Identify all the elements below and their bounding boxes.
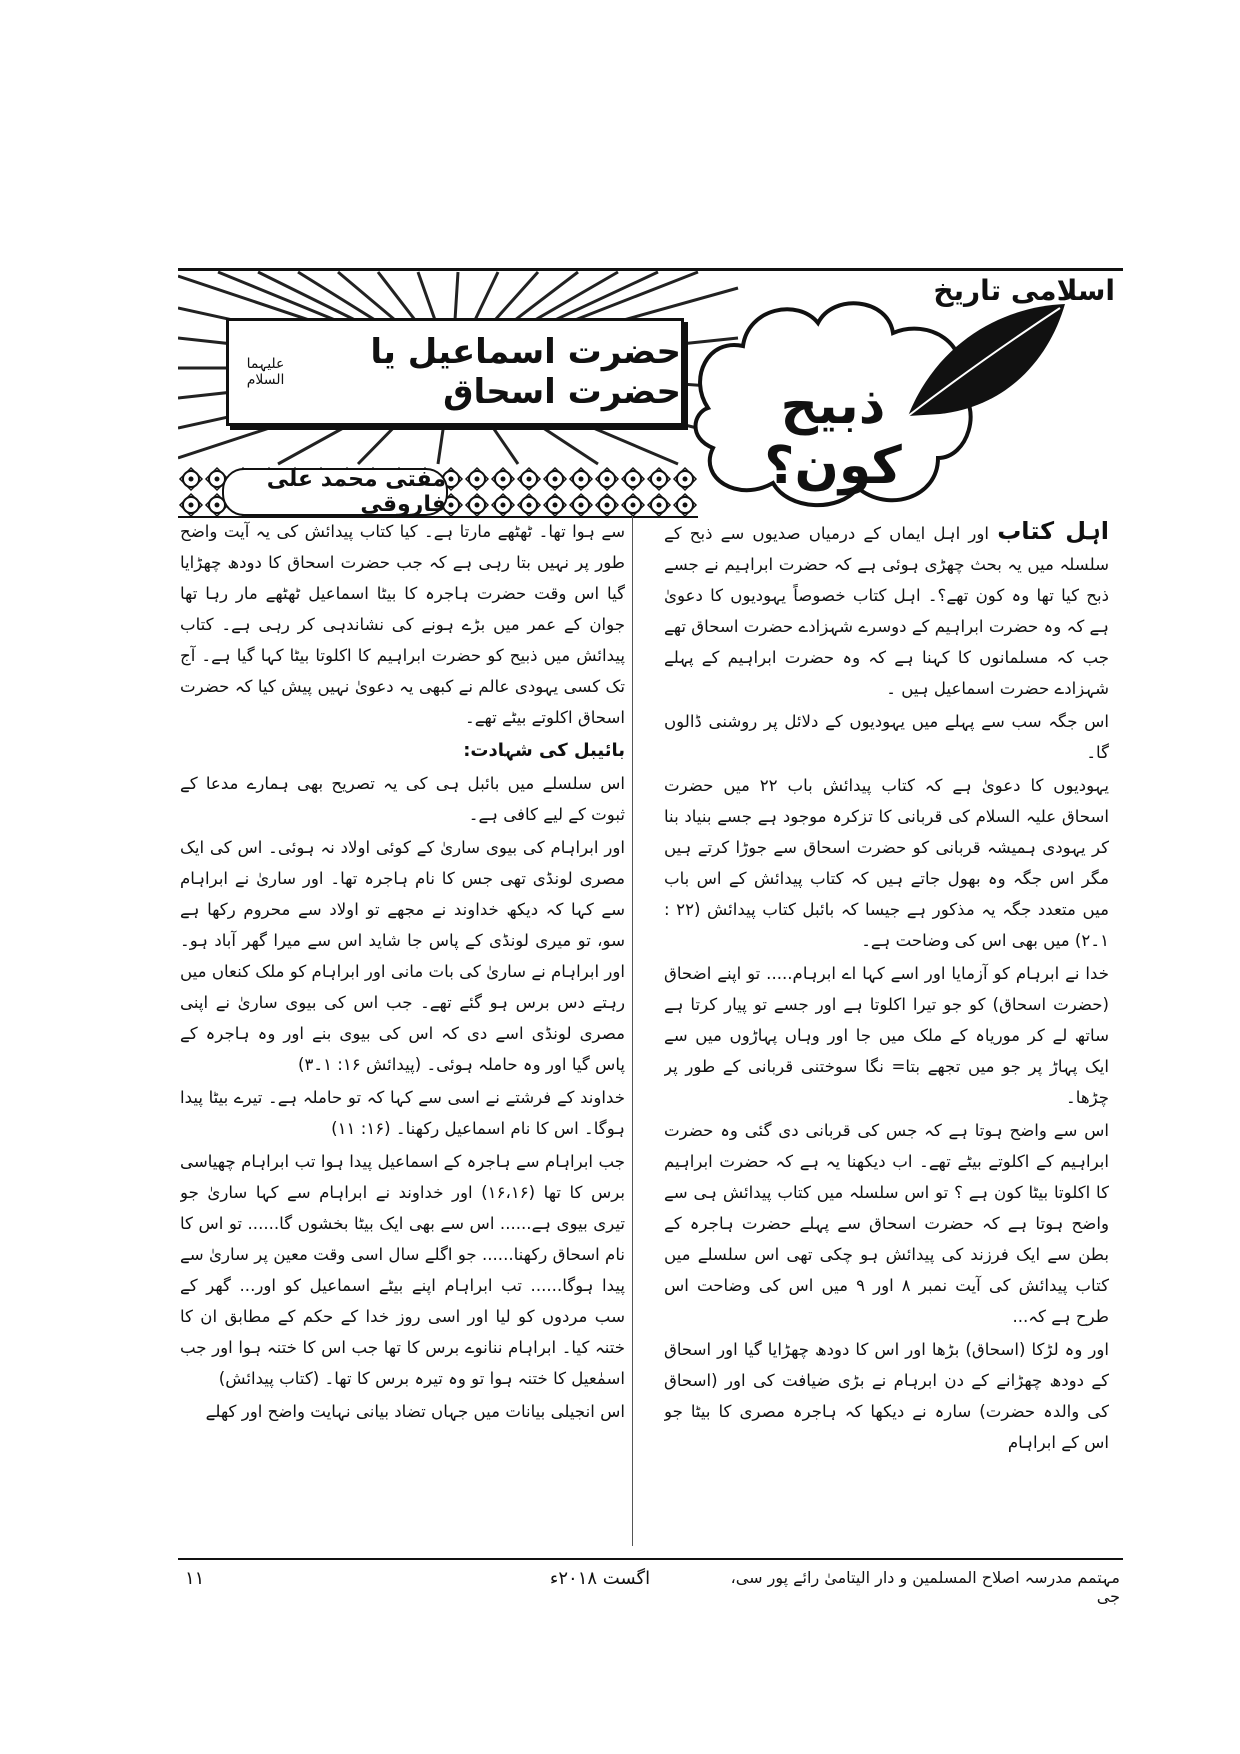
footer-issue-date: اگست ۲۰۱۸ء [549, 1568, 651, 1589]
paragraph: اور ابراہام کی بیوی ساریٰ کے کوئی اولاد نہ ہوئی۔ اس کی ایک مصری لونڈی تھی جس کا نام ہاجرہ تھا۔ اور ساریٰ نے ابراہام سے کہا کہ دیکھ خداوند نے مجھے تو اولاد سے محروم رکھا ہے سو، تو میری لونڈی کے پاس جا شاید اس سے میرا گھر آباد ہو۔ اور ابراہام نے ساریٰ کی بات مانی اور ابراہام کو ملک کنعاں میں رہتے دس برس ہو گئے تھے۔ جب اس کی بیوی ساریٰ نے اپنی مصری لونڈی اسے دی کہ اس کی بیوی بنے اور وہ ہاجرہ کے پاس گیا اور وہ حاملہ ہوئی۔ (پیدائش ۱۶: ۱۔۳) [180, 838, 625, 1074]
footer-rule [178, 1558, 1123, 1560]
article-header [178, 268, 1123, 518]
paragraph: جب ابراہام سے ہاجرہ کے اسماعیل پیدا ہوا تب ابراہام چھیاسی برس کا تھا (۱۶،۱۶) اور خداوند نے ابراہام سے کہا ساریٰ جو تیری بیوی ہے...... اس سے بھی ایک بیٹا بخشوں گا...... تو اس کا نام اسحاق رکھنا...... جو اگلے سال اسی وقت معین پر ساریٰ سے پیدا ہوگا...... تب ابراہام اپنے بیٹے اسماعیل کو اور... گھر کے سب مردوں کو لیا اور اسی روز خدا کے حکم کے مطابق ان کا ختنہ کیا۔ ابراہام ننانوے برس کا تھا جب اس کا ختنہ ہوا اور جب اسمٰعیل کا ختنہ ہوا تو وہ تیرہ برس کا تھا۔ (کتاب پیدائش) [180, 1152, 625, 1388]
article-title: حضرت اسماعیل یا حضرت اسحاق [370, 332, 681, 412]
leaf-icon [900, 296, 1070, 426]
author-name: مفتی محمد علی فاروقی [222, 468, 448, 516]
article-title-box [226, 318, 684, 426]
section-subheading: بائیبل کی شہادت: [463, 740, 625, 761]
column-divider [632, 516, 633, 1546]
paragraph: اس سے واضح ہوتا ہے کہ جس کی قربانی دی گئی وہ حضرت ابراہیم کے اکلوتے بیٹے تھے۔ اب دیکھنا یہ ہے کہ حضرت ابراہیم کا اکلوتا بیٹا کون ہے ؟ تو اس سلسلہ میں کتاب پیدائش ہی سے واضح ہوتا ہے کہ حضرت اسحاق سے پہلے حضرت ہاجرہ کے بطن سے ایک فرزند کی پیدائش ہو چکی تھی اس سلسلے میں کتاب پیدائش کی آیت نمبر ۸ اور ۹ میں اس کی وضاحت اس طرح ہے کہ... [664, 1121, 1109, 1326]
paragraph: سے ہوا تھا۔ ٹھٹھے مارتا ہے۔ کیا کتاب پیدائش کی یہ آیت واضح طور پر نہیں بتا رہی ہے کہ جب حضرت اسحاق کا دودھ چھڑایا گیا اس وقت حضرت ہاجرہ کا بیٹا اسماعیل ٹھٹھے مار رہا تھا جوان کے عمر میں بڑے ہونے کی نشاندہی کر رہی ہے۔ کتاب پیدائش میں ذبیح کو حضرت ابراہیم کا اکلوتا بیٹا کہا گیا ہے۔ آج تک کسی یہودی عالم نے کبھی یہ دعویٰ نہیں پیش کیا کہ حضرت اسحاق اکلوتے بیٹے تھے۔ [180, 522, 625, 727]
section-label: اسلامی تاریخ [933, 274, 1115, 307]
paragraph: اس جگہ سب سے پہلے میں یہودیوں کے دلائل پر روشنی ڈالوں گا۔ [664, 712, 1109, 762]
right-column [664, 516, 1109, 1546]
page-number: ۱۱ [185, 1568, 205, 1589]
paragraph: یہودیوں کا دعویٰ ہے کہ کتاب پیدائش باب ۲۲ میں حضرت اسحاق علیہ السلام کی قربانی کا تزکرہ موجود ہے جسے بنیاد بنا کر یہودی ہمیشہ قربانی کو حضرت اسحاق سے جوڑا کرتے ہیں مگر اس جگہ وہ بھول جاتے ہیں کہ کتاب پیدائش کے اس باب میں متعدد جگہ یہ مذکور ہے جیسا کہ بائبل کتاب پیدائش (۲۲ : ۱۔۲) میں بھی اس کی وضاحت ہے۔ [664, 776, 1109, 950]
left-column [180, 516, 625, 1546]
honorific: علیہما السلام [246, 356, 285, 388]
paragraph: اس انجیلی بیانات میں جہاں تضاد بیانی نہایت واضح اور کھلے [205, 1402, 625, 1421]
paragraph: اور وہ لڑکا (اسحاق) بڑھا اور اس کا دودھ چھڑایا گیا اور اسحاق کے دودھ چھڑانے کے دن ابرہام نے بڑی ضیافت کی اور (اسحاق کی والدہ حضرت) سارہ نے دیکھا کہ ہاجرہ مصری کا بیٹا جو اس کے ابراہام [664, 1340, 1109, 1452]
cloud-title: ذبیح کون؟ [764, 376, 902, 496]
lead-word: اہل کتاب [997, 517, 1109, 545]
paragraph: خداوند کے فرشتے نے اسی سے کہا کہ تو حاملہ ہے۔ تیرے بیٹا پیدا ہوگا۔ اس کا نام اسماعیل رکھنا۔ (۱۶: ۱۱) [180, 1088, 625, 1138]
paragraph: اس سلسلے میں بائبل ہی کی یہ تصریح بھی ہمارے مدعا کے ثبوت کے لیے کافی ہے۔ [180, 774, 625, 824]
footer-publisher: مہتمم مدرسہ اصلاح المسلمین و دار الیتامیٰ رائے پور سی، جی [730, 1568, 1120, 1606]
paragraph: خدا نے ابرہام کو آزمایا اور اسے کہا اے ابرہام..... تو اپنے اضحاق (حضرت اسحاق) کو جو تیرا اکلوتا ہے اور جسے تو پیار کرتا ہے ساتھ لے کر موریاہ کے ملک میں جا اور وہاں پہاڑوں میں سے ایک پہاڑ پر جو میں تجھے بتا= نگا سوختنی قربانی کے طور پر چڑھا۔ [664, 964, 1109, 1107]
paragraph: اہل کتاب اور اہل ایماں کے درمیاں صدیوں سے ذبح کے سلسلہ میں یہ بحث چھڑی ہوئی ہے کہ حضرت ابراہیم نے جسے ذبح کیا تھا وہ کون تھے؟۔ اہل کتاب خصوصاً یہودیوں کا دعویٰ ہے کہ وہ حضرت ابراہیم کے دوسرے شہزادے حضرت اسحاق تھے جب کہ مسلمانوں کا کہنا ہے کہ وہ حضرت ابراہیم کے پہلے شہزادے حضرت اسماعیل ہیں ۔ [664, 517, 1109, 698]
